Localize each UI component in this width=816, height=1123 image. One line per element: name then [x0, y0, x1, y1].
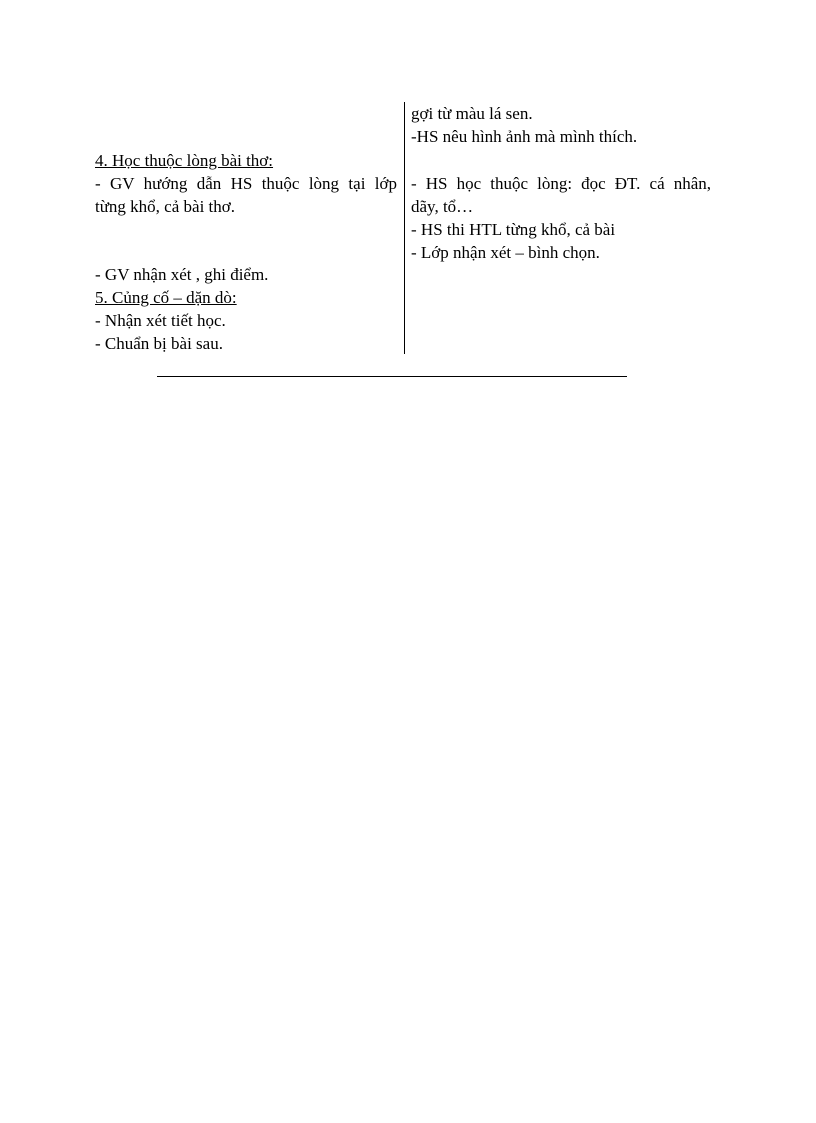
student-line-1: gợi từ màu lá sen.: [411, 104, 533, 123]
bottom-horizontal-rule: [157, 376, 627, 377]
student-line-6: - Lớp nhận xét – bình chọn.: [411, 243, 600, 262]
section-4-instruction-line-1: - GV hướng dẫn HS thuộc lòng tại lớp: [95, 174, 397, 193]
section-5-heading: 5. Củng cố – dặn dò:: [95, 288, 237, 307]
column-divider: [404, 102, 405, 354]
section-4-instruction-line-2: từng khổ, cả bài thơ.: [95, 197, 236, 216]
grading-line: - GV nhận xét , ghi điểm.: [95, 265, 269, 284]
student-line-2: -HS nêu hình ảnh mà mình thích.: [411, 127, 638, 146]
student-line-5: - HS thi HTL từng khổ, cả bài: [411, 220, 616, 239]
section-5-item-1: - Nhận xét tiết học.: [95, 311, 226, 330]
student-line-4: dãy, tổ…: [411, 197, 474, 216]
section-4-heading: 4. Học thuộc lòng bài thơ:: [95, 151, 274, 170]
section-5-item-2: - Chuẩn bị bài sau.: [95, 334, 223, 353]
student-line-3: - HS học thuộc lòng: đọc ĐT. cá nhân,: [411, 174, 711, 193]
